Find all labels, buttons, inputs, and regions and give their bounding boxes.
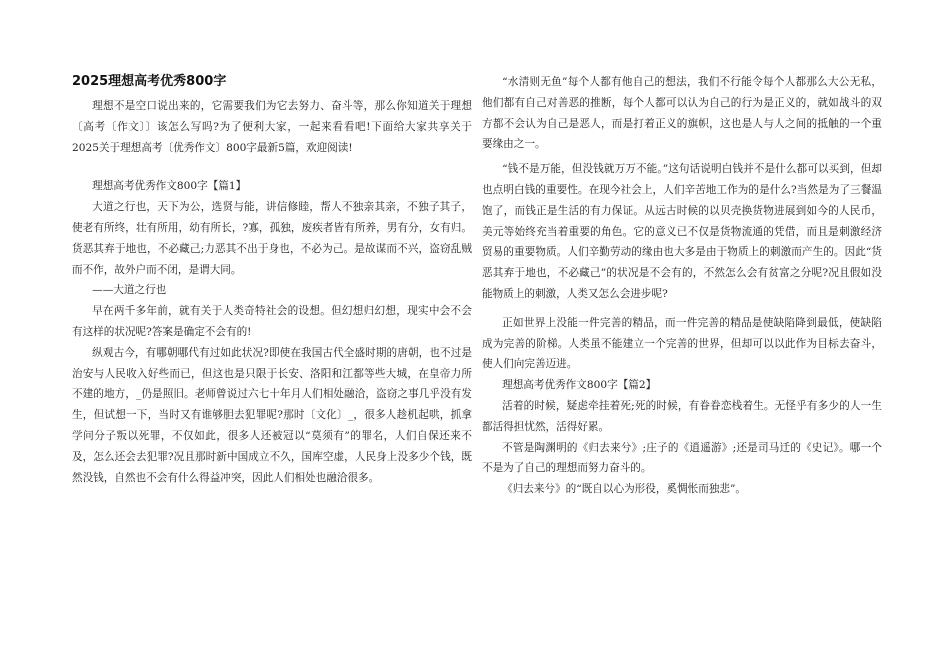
- paragraph: 早在两千多年前，就有关于人类奇特社会的设想。但幻想归幻想，现实中会不会有这样的状况呢?答案是确定不会有的!: [72, 305, 472, 338]
- paragraph: 大道之行也，天下为公，选贤与能，讲信修睦，帮人不独亲其亲，不独子其子，使老有所终，壮有所用，幼有所长，?寡，孤独，废疾者皆有所养，男有分，女有归。货恶其弃于地也，不必藏己;力恶其不出于身也，不必为己。是故谋而不兴，盗窃乱贼而不作，故外户而不闭，是谓大同。: [72, 201, 472, 276]
- paragraph: 活着的时候，疑虑牵挂着死;死的时候，有眷眷恋栈着生。无怪乎有多少的人一生都活得担忧然，活得好累。: [482, 399, 882, 433]
- paragraph: “水清则无鱼”每个人都有他自己的想法，我们不行能令每个人都那么大公无私，他们都有自己对善恶的推断，每个人都可以认为自己的行为是正义的，就如战斗的双方都不会认为自己是恶人，而是打着正义的旗帜，这也是人与人之间的抵触的一个重要缘由之一。: [482, 76, 882, 151]
- left-column: [72, 72, 472, 488]
- essay-heading-2: 理想高考优秀作文800字【篇2】: [502, 379, 657, 392]
- intro-paragraph: 理想不是空口说出来的，它需要我们为它去努力、奋斗等，那么你知道关于理想〔高考〔作文〕〕该怎么写吗?为了便利大家，一起来看看吧!下面给大家共享关于2025关于理想高考〔优秀作文〕800字最新5篇，欢迎阅读!: [72, 100, 472, 154]
- right-column: [482, 72, 882, 500]
- quote-attribution: ——大道之行也: [92, 284, 167, 297]
- paragraph: 《归去来兮》的“既自以心为形役，奚惆怅而独悲”。: [502, 483, 747, 496]
- paragraph: 纵观古今，有哪朝哪代有过如此状况?即使在我国古代全盛时期的唐朝，也不过是治安与人民收入好些而已，但这也是只限于长安、洛阳和江都等些大城，在皇帝力所不建的地方，_仍是照旧。老师曾说过六七十年月人们相处融洽，盗窃之事几乎没有发生，但试想一下，当时又有谁够胆去犯罪呢?那时〔文化〕_，很多人趁机起哄，抓拿学问分子叛以死罪，不仅如此，很多人还被冠以“莫须有”的罪名，人们自保还来不及，怎么还会去犯罪?况且那时新中国成立不久，国库空虚，人民身上没多少个钱，既然没钱，自然也不会有什么得益冲突，因此人们相处也融洽很多。: [72, 346, 472, 484]
- paragraph: 正如世界上没能一件完善的精品，而一件完善的精品是使缺陷降到最低，使缺陷成为完善的阶梯。人类虽不能建立一个完善的世界，但却可以以此作为目标去奋斗，使人们向完善迈进。: [482, 316, 882, 371]
- paragraph: “钱不是万能，但没钱就万万不能。”这句话说明白钱并不是什么都可以买到，但却也点明白钱的重要性。在现今社会上，人们辛苦地工作为的是什么?当然是为了三餐温饱了，而钱正是生活的有力保证。从远古时候的以贝壳换货物进展到如今的人民币，美元等始终充当着重要的角色。它的意义已不仅是货物流通的凭借，而且是刺激经济贸易的重要物质。人们辛勤劳动的缘由也大多是由于物质上的刺激而产生的。因此“货恶其弃于地也，不必藏己”的状况是不会有的，不然怎么会有贫富之分呢?况且假如没能物质上的刺激，人类又怎么会进步呢?: [482, 163, 882, 300]
- paragraph: 不管是陶渊明的《归去来兮》;庄子的《逍遥游》;还是司马迁的《史记》。哪一个不是为了自己的理想而努力奋斗的。: [482, 441, 882, 475]
- document-title: 2025理想高考优秀800字: [72, 74, 227, 89]
- essay-heading-1: 理想高考优秀作文800字【篇1】: [92, 180, 247, 193]
